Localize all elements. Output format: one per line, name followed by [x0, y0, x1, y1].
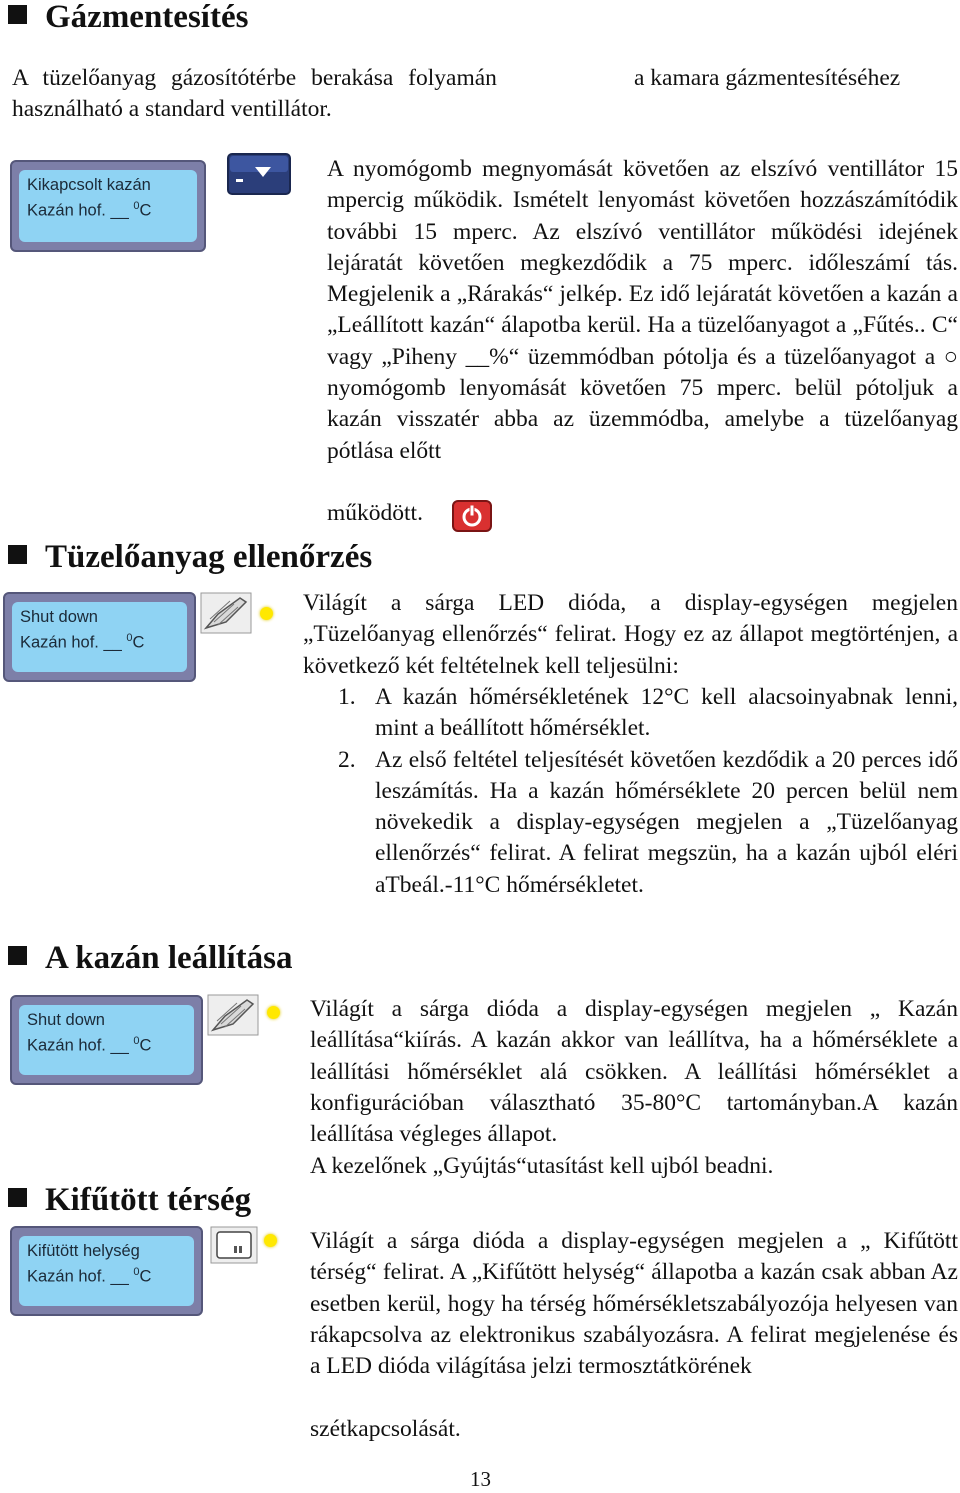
- s4-text-last: szétkapcsolását.: [310, 1416, 461, 1442]
- lcd-line-1: Kifütött helység: [27, 1242, 140, 1260]
- lcd-unit: C: [139, 1267, 152, 1286]
- s3-text-last: A kezelőnek „Gyújtás“utasítást kell ujból beadni.: [310, 1153, 774, 1179]
- power-button-icon[interactable]: [452, 500, 492, 532]
- yellow-led-icon: [264, 1234, 277, 1247]
- page-number-text: 13: [470, 1467, 491, 1491]
- section-title: A kazán leállítása: [45, 940, 293, 976]
- lcd-line-2: [20, 628, 187, 654]
- list-number: 1.: [338, 684, 356, 710]
- intro-right-text: a kamara gázmentesítéséhez: [634, 65, 901, 91]
- thermostat-icon: [210, 1226, 258, 1264]
- lcd-degree: 0: [133, 200, 140, 212]
- lcd-line-1: Kikapcsolt kazán: [27, 176, 151, 194]
- yellow-led-icon: [267, 1006, 280, 1019]
- lcd-display-kikapcsolt: [10, 160, 206, 252]
- lcd-unit: C: [139, 201, 152, 220]
- lcd-temp-label: Kazán hof. __: [27, 1267, 134, 1286]
- lcd-line-2: [27, 196, 197, 222]
- lcd-display-shutdown-1: [3, 592, 196, 682]
- lcd-screen: [12, 602, 187, 672]
- s4-body-last: [310, 1414, 461, 1445]
- fuel-loading-icon: [200, 592, 252, 634]
- intro-left: A tüzelőanyag gázosítótérbe berakása folyamán: [12, 65, 497, 91]
- list-text: Az első feltétel teljesítését követően kezdődik a 20 perces idő leszámítás. Ha a kazán hőmérséklete 20 percen belül nem növekedik a display-egységen megjelen a „Tüzelőanyag ellenőrzés“ felirat. A felirat megszün, ha a kazán ujból eléri aTbeál.-11°C hőmérsékletet.: [375, 746, 958, 898]
- lcd-screen: [19, 1005, 194, 1075]
- section-heading-kifutott: [8, 1183, 251, 1217]
- intro-line-2-text: használható a standard ventillátor.: [12, 96, 332, 122]
- section-heading-tuzeloanyag: [8, 540, 372, 574]
- section-title: Tüzelőanyag ellenőrzés: [45, 539, 373, 575]
- lcd-display-shutdown-2: [10, 995, 203, 1085]
- lcd-unit: C: [139, 1036, 152, 1055]
- page-number: [470, 1468, 491, 1490]
- section-heading-leallitas: [8, 941, 293, 975]
- condition-list: [338, 682, 958, 901]
- lcd-degree: 0: [126, 632, 133, 644]
- bullet-square: [8, 545, 27, 564]
- lcd-unit: C: [132, 633, 145, 652]
- bullet-square: [8, 1188, 27, 1207]
- s2-body: [303, 588, 958, 682]
- minus-chevron-button-icon[interactable]: [227, 153, 291, 195]
- intro-line-1: [12, 63, 497, 94]
- bullet-square: [8, 946, 27, 965]
- lcd-degree: 0: [133, 1266, 140, 1278]
- lcd-temp-label: Kazán hof. __: [27, 201, 134, 220]
- lcd-degree: 0: [133, 1035, 140, 1047]
- intro-line-2: [12, 94, 332, 125]
- list-text: A kazán hőmérsékletének 12°C kell alacsoinyabnak lenni, mint a beállított hőmérséklet.: [375, 684, 958, 742]
- section-heading-gazmentesites: [8, 0, 248, 34]
- lcd-temp-label: Kazán hof. __: [20, 633, 127, 652]
- list-item: [338, 745, 958, 901]
- list-number: 2.: [338, 746, 356, 773]
- lcd-line-2: [27, 1031, 194, 1057]
- s1-text-last: működött.: [327, 500, 423, 526]
- lcd-screen: [19, 170, 197, 242]
- intro-right: [634, 63, 900, 94]
- lcd-line-1: Shut down: [20, 608, 98, 626]
- section-title: Kifűtött térség: [45, 1182, 252, 1218]
- s4-text: Világít a sárga dióda a display-egységen megjelen a „ Kifűtött térség“ felirat. A „Kifűtött helység“ állapotba a kazán csak abban Az esetben kerül, hogy ha térség hőmérsékletszabályozója helyesen van rákapcsolva az elektronikus szabályozásra. A felirat megjelenése és a LED dióda világítása jelzi termosztátkörének: [310, 1228, 958, 1380]
- lcd-line-1: Shut down: [27, 1011, 105, 1029]
- lcd-display-kifutott: [10, 1226, 203, 1316]
- lcd-temp-label: Kazán hof. __: [27, 1036, 134, 1055]
- s1-body-last: [327, 498, 423, 529]
- s1-text: A nyomógomb megnyomását követően az elszívó ventillátor 15 mpercig működik. Ismételt lenyomást követően hozzászámítódik további 15 mperc. Az elszívó ventillátor működési idejének lejáratát követően megkezdődik a 75 mperc. időleszámí tás. Megjelenik a „Rárakás“ jelkép. Ez idő lejáratát követően a kazán a „Leállított kazán“ álapotba kerül. Ha a tüzelőanyagot a „Fűtés.. C“ vagy „Piheny __%“ üzemmódban pótolja és a tüzelőanyagot a ○ nyomógomb lenyomását követően 75 mperc. belül pótoljuk a kazán visszatér abba az üzemmódba, amelybe a tüzelőanyag pótlása előtt: [327, 156, 958, 464]
- s3-body-last: [310, 1151, 773, 1182]
- s3-text: Világít a sárga dióda a display-egységen megjelen „ Kazán leállítása“kiírás. A kazán akkor van leállítva, ha a hőmérséklete a leállítási hőmérséklet alá csökken. A leállítási hőmérséklet a konfigurációban választható 35-80°C tartományban.A kazán leállítása végleges állapot.: [310, 996, 958, 1148]
- s1-body: [327, 154, 958, 467]
- lcd-line-2: [27, 1262, 194, 1288]
- s2-list: [338, 682, 958, 901]
- s4-body: [310, 1226, 958, 1382]
- list-item: [338, 682, 958, 745]
- yellow-led-icon: [260, 607, 273, 620]
- lcd-screen: [19, 1236, 194, 1306]
- s3-body: [310, 994, 958, 1150]
- s2-text: Világít a sárga LED dióda, a display-egységen megjelen „Tüzelőanyag ellenőrzés“ felirat. Hogy ez az állapot megtörténjen, a következő két feltételnek kell teljesülni:: [303, 590, 958, 679]
- section-title: Gázmentesítés: [45, 0, 249, 35]
- fuel-loading-icon: [207, 994, 259, 1036]
- bullet-square: [8, 5, 27, 24]
